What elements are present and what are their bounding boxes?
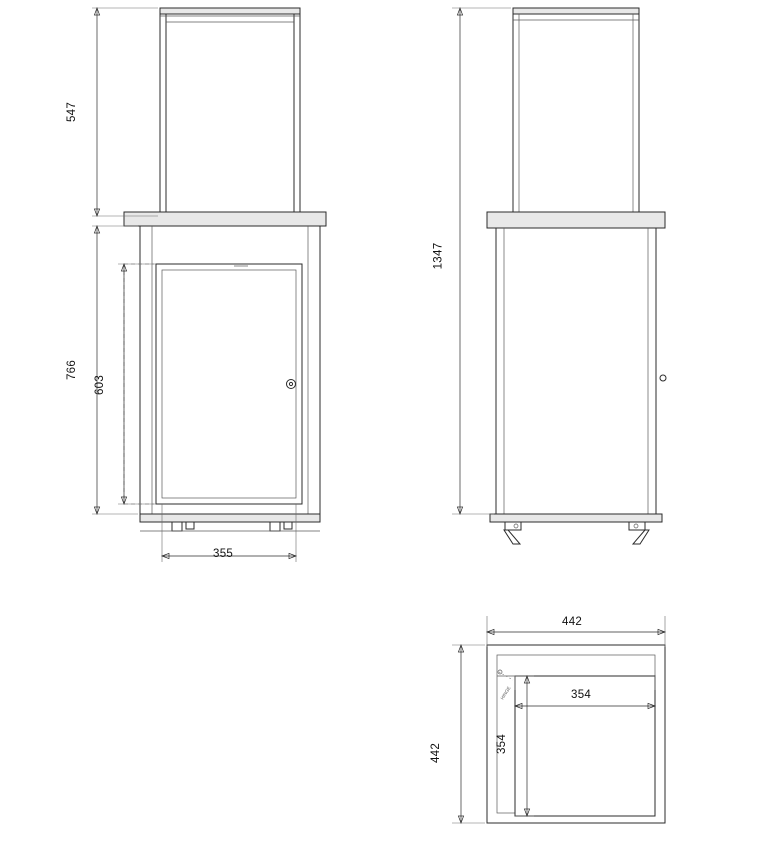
top-dim-442-depth bbox=[452, 645, 485, 823]
dim-label-top-inner-width: 354 bbox=[571, 689, 592, 701]
side-handle bbox=[660, 375, 666, 381]
side-view-geometry bbox=[487, 8, 666, 544]
top-view-geometry bbox=[487, 645, 665, 823]
dim-label-top-outer-depth: 442 bbox=[430, 742, 443, 764]
side-upper-body bbox=[513, 8, 639, 216]
dim-label-front-upper-height: 547 bbox=[66, 101, 79, 123]
side-cabinet-body bbox=[496, 228, 656, 514]
side-leg-right bbox=[629, 522, 645, 530]
dim-label-side-total-height: 1347 bbox=[432, 242, 445, 270]
dim-label-front-cabinet-height: 766 bbox=[66, 359, 79, 381]
dim-label-top-outer-width: 442 bbox=[562, 616, 583, 628]
front-dim-547 bbox=[92, 8, 158, 216]
dim-label-front-width: 355 bbox=[213, 548, 234, 560]
side-base-rail bbox=[490, 514, 662, 522]
front-worktop bbox=[124, 212, 326, 226]
front-view-geometry bbox=[124, 8, 326, 531]
front-base-rail bbox=[140, 514, 320, 522]
side-leg-left bbox=[505, 522, 521, 530]
front-dim-766 bbox=[92, 226, 138, 514]
side-worktop bbox=[487, 212, 665, 228]
front-upper-top-cap bbox=[160, 8, 300, 14]
top-hinge-note: HINGE bbox=[499, 685, 512, 701]
dim-label-front-door-height: 603 bbox=[94, 374, 107, 396]
front-door-panel bbox=[156, 264, 302, 504]
front-upper-body bbox=[160, 8, 300, 216]
front-leg-left bbox=[172, 522, 182, 531]
front-leg-right bbox=[270, 522, 280, 531]
dim-label-top-inner-depth: 354 bbox=[496, 733, 509, 755]
